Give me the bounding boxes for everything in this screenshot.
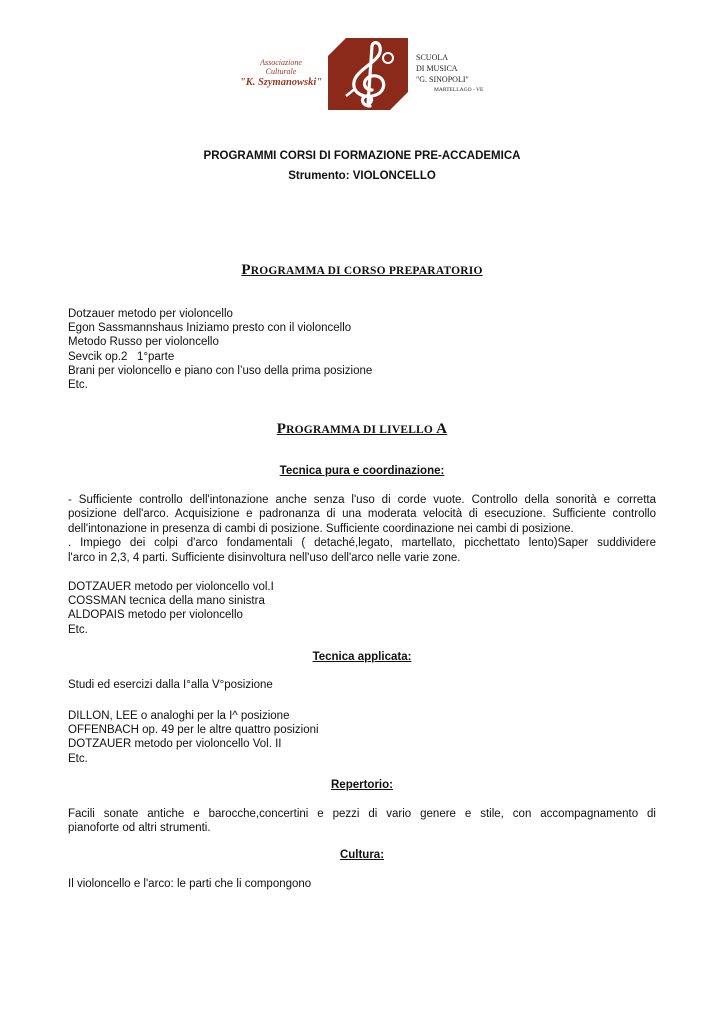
subheading-repertorio: Repertorio:	[331, 779, 393, 791]
list-item: Etc.	[68, 379, 88, 392]
preparatorio-list	[68, 307, 668, 392]
intro-text: Studi ed esercizi dalla I°alla V°posizione	[68, 679, 273, 691]
paragraph-line: . Impiego dei colpi d'arco fondamentali ( detaché,legato, martellato, picchettato lento)Saper suddividere	[68, 537, 656, 550]
section-title-livello-a	[0, 421, 724, 438]
school-name	[416, 52, 488, 95]
tecnica-applicata-list	[68, 709, 668, 766]
list-item: DILLON, LEE o analoghi per la I^ posizione	[68, 710, 290, 722]
association-line-1: Associazione	[260, 57, 302, 67]
association-name	[236, 30, 326, 116]
tecnica-pura-list	[68, 580, 668, 637]
list-item: Sevcik op.2 1°parte	[68, 350, 175, 363]
title-cap: P	[276, 421, 287, 437]
title-cap: P	[241, 262, 251, 278]
school-line-3: "G. SINOPOLI"	[416, 75, 469, 84]
title-mid: ROGRAMMA DI LIVELLO	[286, 424, 437, 436]
repertorio-paragraph	[68, 807, 656, 836]
paragraph-line: l'arco in 2,3, 4 parti. Sufficiente disinvoltura nell'uso dell'arco nelle varie zone.	[68, 551, 461, 564]
list-item: COSSMAN tecnica della mano sinistra	[68, 595, 265, 608]
list-item: DOTZAUER metodo per violoncello vol.I	[68, 581, 274, 593]
list-item: Egon Sassmannshaus Iniziamo presto con il violoncello	[68, 322, 352, 335]
list-item: Etc.	[68, 623, 88, 636]
list-item: Etc.	[68, 752, 88, 765]
school-line-1: SCUOLA	[416, 53, 449, 62]
treble-clef-emblem-icon	[326, 36, 410, 112]
cultura-line: Il violoncello e l'arco: le parti che li compongono	[68, 878, 312, 890]
subheading-tecnica-pura: Tecnica pura e coordinazione:	[279, 465, 445, 477]
list-item: Metodo Russo per violoncello	[68, 336, 219, 349]
instrument-label: Strumento: VIOLONCELLO	[288, 170, 436, 182]
subheading-cultura: Cultura:	[339, 849, 385, 861]
subheading-tecnica-applicata: Tecnica applicata:	[312, 651, 412, 663]
school-logo	[236, 30, 486, 116]
cultura-text	[68, 877, 668, 891]
school-line-2: DI MUSICA	[416, 64, 458, 73]
paragraph-line: posizione dell'arco. Acquisizione e padronanza di una moderata velocità di esecuzione. Sufficiente controllo	[68, 508, 656, 521]
tecnica-applicata-intro	[68, 678, 668, 692]
list-item: ALDOPAIS metodo per violoncello	[68, 609, 243, 622]
paragraph-line: - Sufficiente controllo dell'intonazione anche senza l'uso di corde vuote. Controllo della sonorità e corretta	[68, 494, 656, 506]
paragraph-line: Facili sonate antiche e barocche,concertini e pezzi di vario genere e stile, con accompagnamento di	[68, 808, 656, 820]
tecnica-pura-paragraph	[68, 493, 656, 565]
document-title: PROGRAMMI CORSI DI FORMAZIONE PRE-ACCADEMICA	[203, 150, 521, 162]
section-title-preparatorio	[0, 262, 724, 279]
paragraph-line: dell'intonazione in presenza di cambi di posizione. Sufficiente coordinazione nei cambi di posizione.	[68, 522, 574, 535]
school-line-4: MARTELLAGO - VE	[434, 87, 484, 93]
list-item: Brani per violoncello e piano con l’uso della prima posizione	[68, 364, 373, 377]
list-item: OFFENBACH op. 49 per le altre quattro posizioni	[68, 724, 319, 737]
title-end: A	[436, 421, 448, 437]
paragraph-line: pianoforte od altri strumenti.	[68, 822, 211, 835]
list-item: Dotzauer metodo per violoncello	[68, 308, 233, 320]
list-item: DOTZAUER metodo per violoncello Vol. II	[68, 738, 282, 751]
association-line-3: "K. Szymanowski"	[239, 76, 323, 88]
title-rest: ROGRAMMA DI CORSO PREPARATORIO	[250, 265, 483, 277]
association-line-2: Culturale	[265, 66, 297, 76]
